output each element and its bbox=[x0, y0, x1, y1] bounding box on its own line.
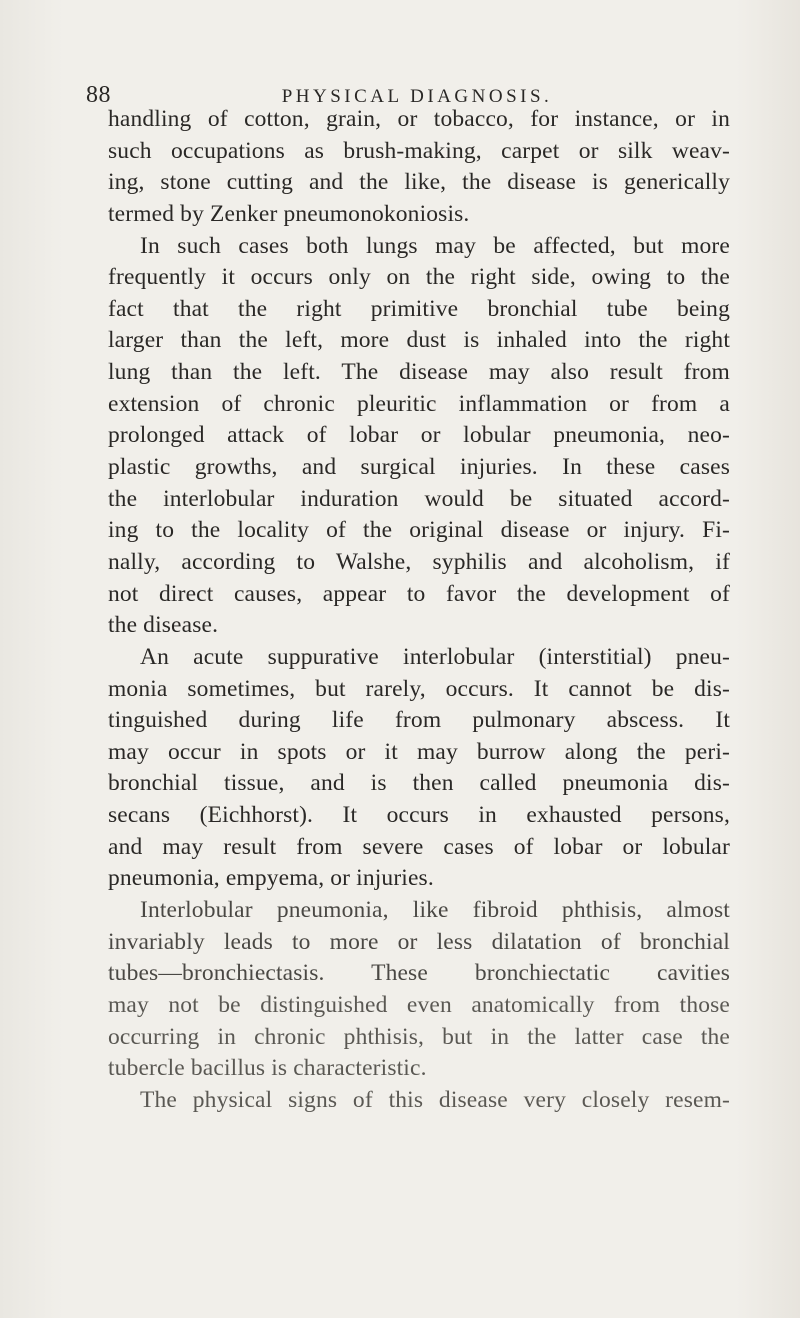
text-line: not direct causes, appear to favor the development of bbox=[108, 580, 730, 607]
text-line: fact that the right primitive bronchial tube being bbox=[108, 295, 730, 322]
text-line: may not be distinguished even anatomically from those bbox=[108, 991, 730, 1018]
text-line: prolonged attack of lobar or lobular pneumonia, neo- bbox=[108, 422, 730, 449]
running-title: PHYSICAL DIAGNOSIS. bbox=[281, 86, 553, 107]
text-line: tubes—bronchiectasis. These bronchiectatic cavities bbox=[108, 960, 730, 987]
text-line: such occupations as brush-making, carpet or silk weav- bbox=[108, 137, 730, 164]
text-line: ing, stone cutting and the like, the disease is generically bbox=[108, 169, 730, 196]
text-line: bronchial tissue, and is then called pneumonia dis- bbox=[108, 770, 730, 797]
text-line: may occur in spots or it may burrow along the peri- bbox=[108, 738, 730, 765]
text-line: occurring in chronic phthisis, but in the latter case the bbox=[108, 1023, 730, 1050]
text-line: extension of chronic pleuritic inflammation or from a bbox=[108, 390, 730, 417]
text-line: ing to the locality of the original disease or injury. Fi- bbox=[108, 517, 730, 544]
text-line: tinguished during life from pulmonary abscess. It bbox=[108, 707, 730, 734]
text-line: In such cases both lungs may be affected, but more bbox=[140, 232, 730, 259]
text-line: the interlobular induration would be situated accord- bbox=[108, 485, 730, 512]
text-line: the disease. bbox=[108, 612, 219, 639]
text-line: larger than the left, more dust is inhaled into the right bbox=[108, 327, 730, 354]
text-line: tubercle bacillus is characteristic. bbox=[108, 1055, 427, 1082]
text-line: The physical signs of this disease very closely resem- bbox=[140, 1086, 730, 1113]
body-text bbox=[108, 104, 730, 1117]
text-line: and may result from severe cases of lobar or lobular bbox=[108, 833, 730, 860]
text-line: nally, according to Walshe, syphilis and alcoholism, if bbox=[108, 548, 730, 575]
text-line: pneumonia, empyema, or injuries. bbox=[108, 865, 434, 892]
text-line: monia sometimes, but rarely, occurs. It cannot be dis- bbox=[108, 675, 730, 702]
text-line: frequently it occurs only on the right side, owing to the bbox=[108, 264, 730, 291]
text-line: invariably leads to more or less dilatation of bronchial bbox=[108, 928, 730, 955]
text-line: handling of cotton, grain, or tobacco, for instance, or in bbox=[108, 106, 730, 132]
text-line: lung than the left. The disease may also result from bbox=[108, 359, 730, 386]
text-line: Interlobular pneumonia, like fibroid phthisis, almost bbox=[140, 897, 730, 924]
text-line: secans (Eichhorst). It occurs in exhausted persons, bbox=[108, 802, 730, 829]
text-line: An acute suppurative interlobular (interstitial) pneu- bbox=[140, 643, 730, 670]
page-number: 88 bbox=[86, 82, 111, 108]
text-line: termed by Zenker pneumonokoniosis. bbox=[108, 200, 470, 227]
text-line: plastic growths, and surgical injuries. In these cases bbox=[108, 454, 730, 481]
